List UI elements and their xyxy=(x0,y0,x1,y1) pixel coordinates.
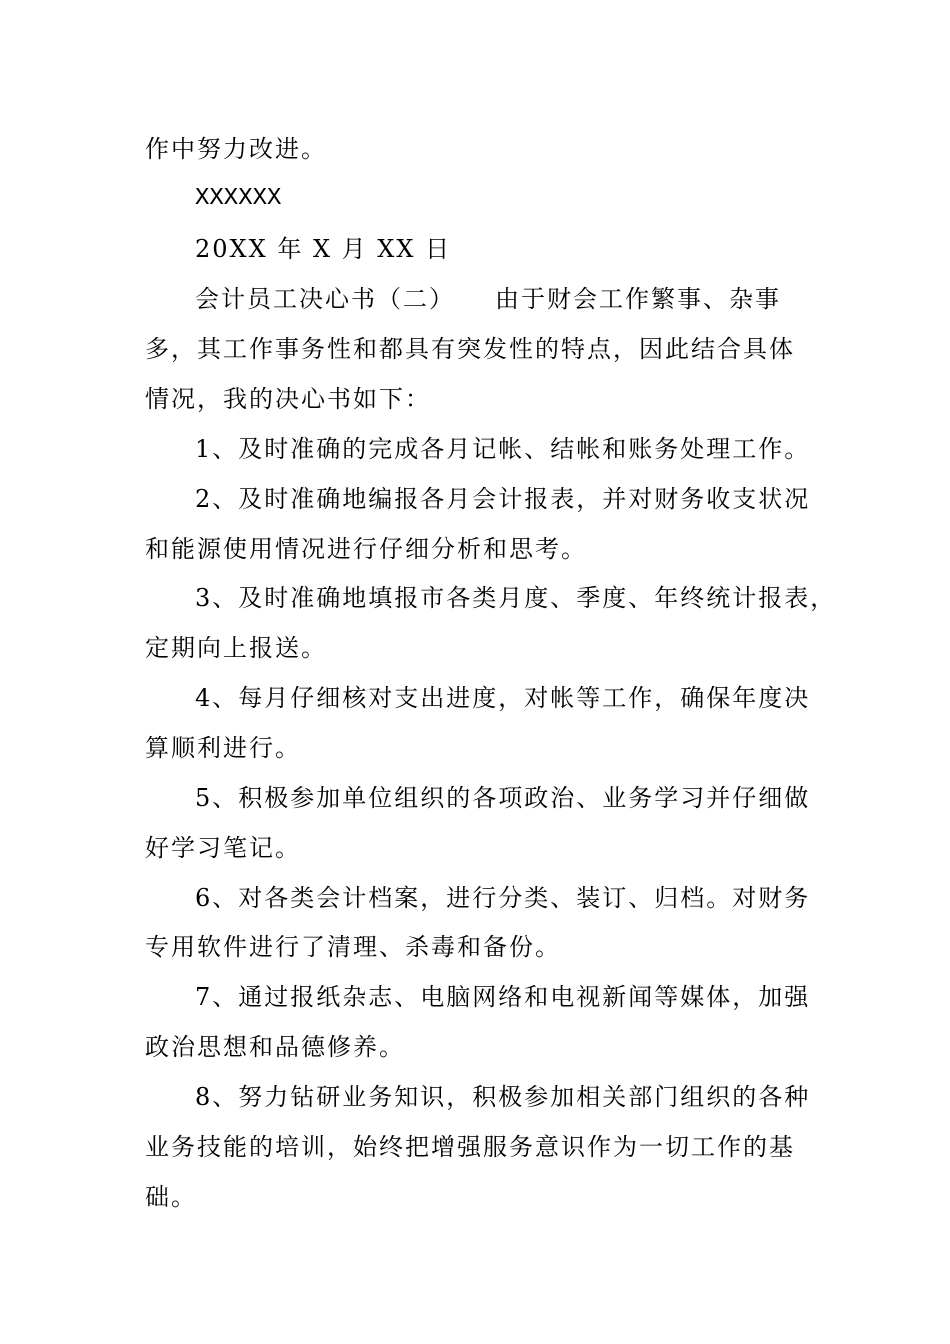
text-line: 多，其工作事务性和都具有突发性的特点，因此结合具体 xyxy=(145,335,795,363)
text-line: 算顺利进行。 xyxy=(145,734,301,762)
list-item-line: 3、及时准确地填报市各类月度、季度、年终统计报表， xyxy=(195,584,837,612)
list-item-line: 4、每月仔细核对支出进度，对帐等工作，确保年度决 xyxy=(195,684,811,712)
text-line: 政治思想和品德修养。 xyxy=(145,1033,405,1061)
text-line: 业务技能的培训，始终把增强服务意识作为一切工作的基 xyxy=(145,1133,795,1161)
date-line: 20XX 年 X 月 XX 日 xyxy=(195,235,452,263)
signature-name: XXXXXX xyxy=(195,185,282,212)
text-line: 情况，我的决心书如下： xyxy=(145,385,431,413)
section-title-line: 会计员工决心书（二） 由于财会工作繁事、杂事 xyxy=(195,285,781,313)
text-line: 专用软件进行了清理、杀毒和备份。 xyxy=(145,933,561,961)
list-item-line: 8、努力钻研业务知识，积极参加相关部门组织的各种 xyxy=(195,1083,811,1111)
text-line: 和能源使用情况进行仔细分析和思考。 xyxy=(145,535,587,563)
text-line: 作中努力改进。 xyxy=(145,135,327,163)
text-line: 定期向上报送。 xyxy=(145,634,327,662)
list-item-line: 6、对各类会计档案，进行分类、装订、归档。对财务 xyxy=(195,884,811,912)
list-item-line: 1、及时准确的完成各月记帐、结帐和账务处理工作。 xyxy=(195,435,811,463)
text-line: 好学习笔记。 xyxy=(145,834,301,862)
list-item-line: 5、积极参加单位组织的各项政治、业务学习并仔细做 xyxy=(195,784,811,812)
list-item-line: 2、及时准确地编报各月会计报表，并对财务收支状况 xyxy=(195,485,811,513)
list-item-line: 7、通过报纸杂志、电脑网络和电视新闻等媒体，加强 xyxy=(195,983,811,1011)
text-line: 础。 xyxy=(145,1183,197,1211)
